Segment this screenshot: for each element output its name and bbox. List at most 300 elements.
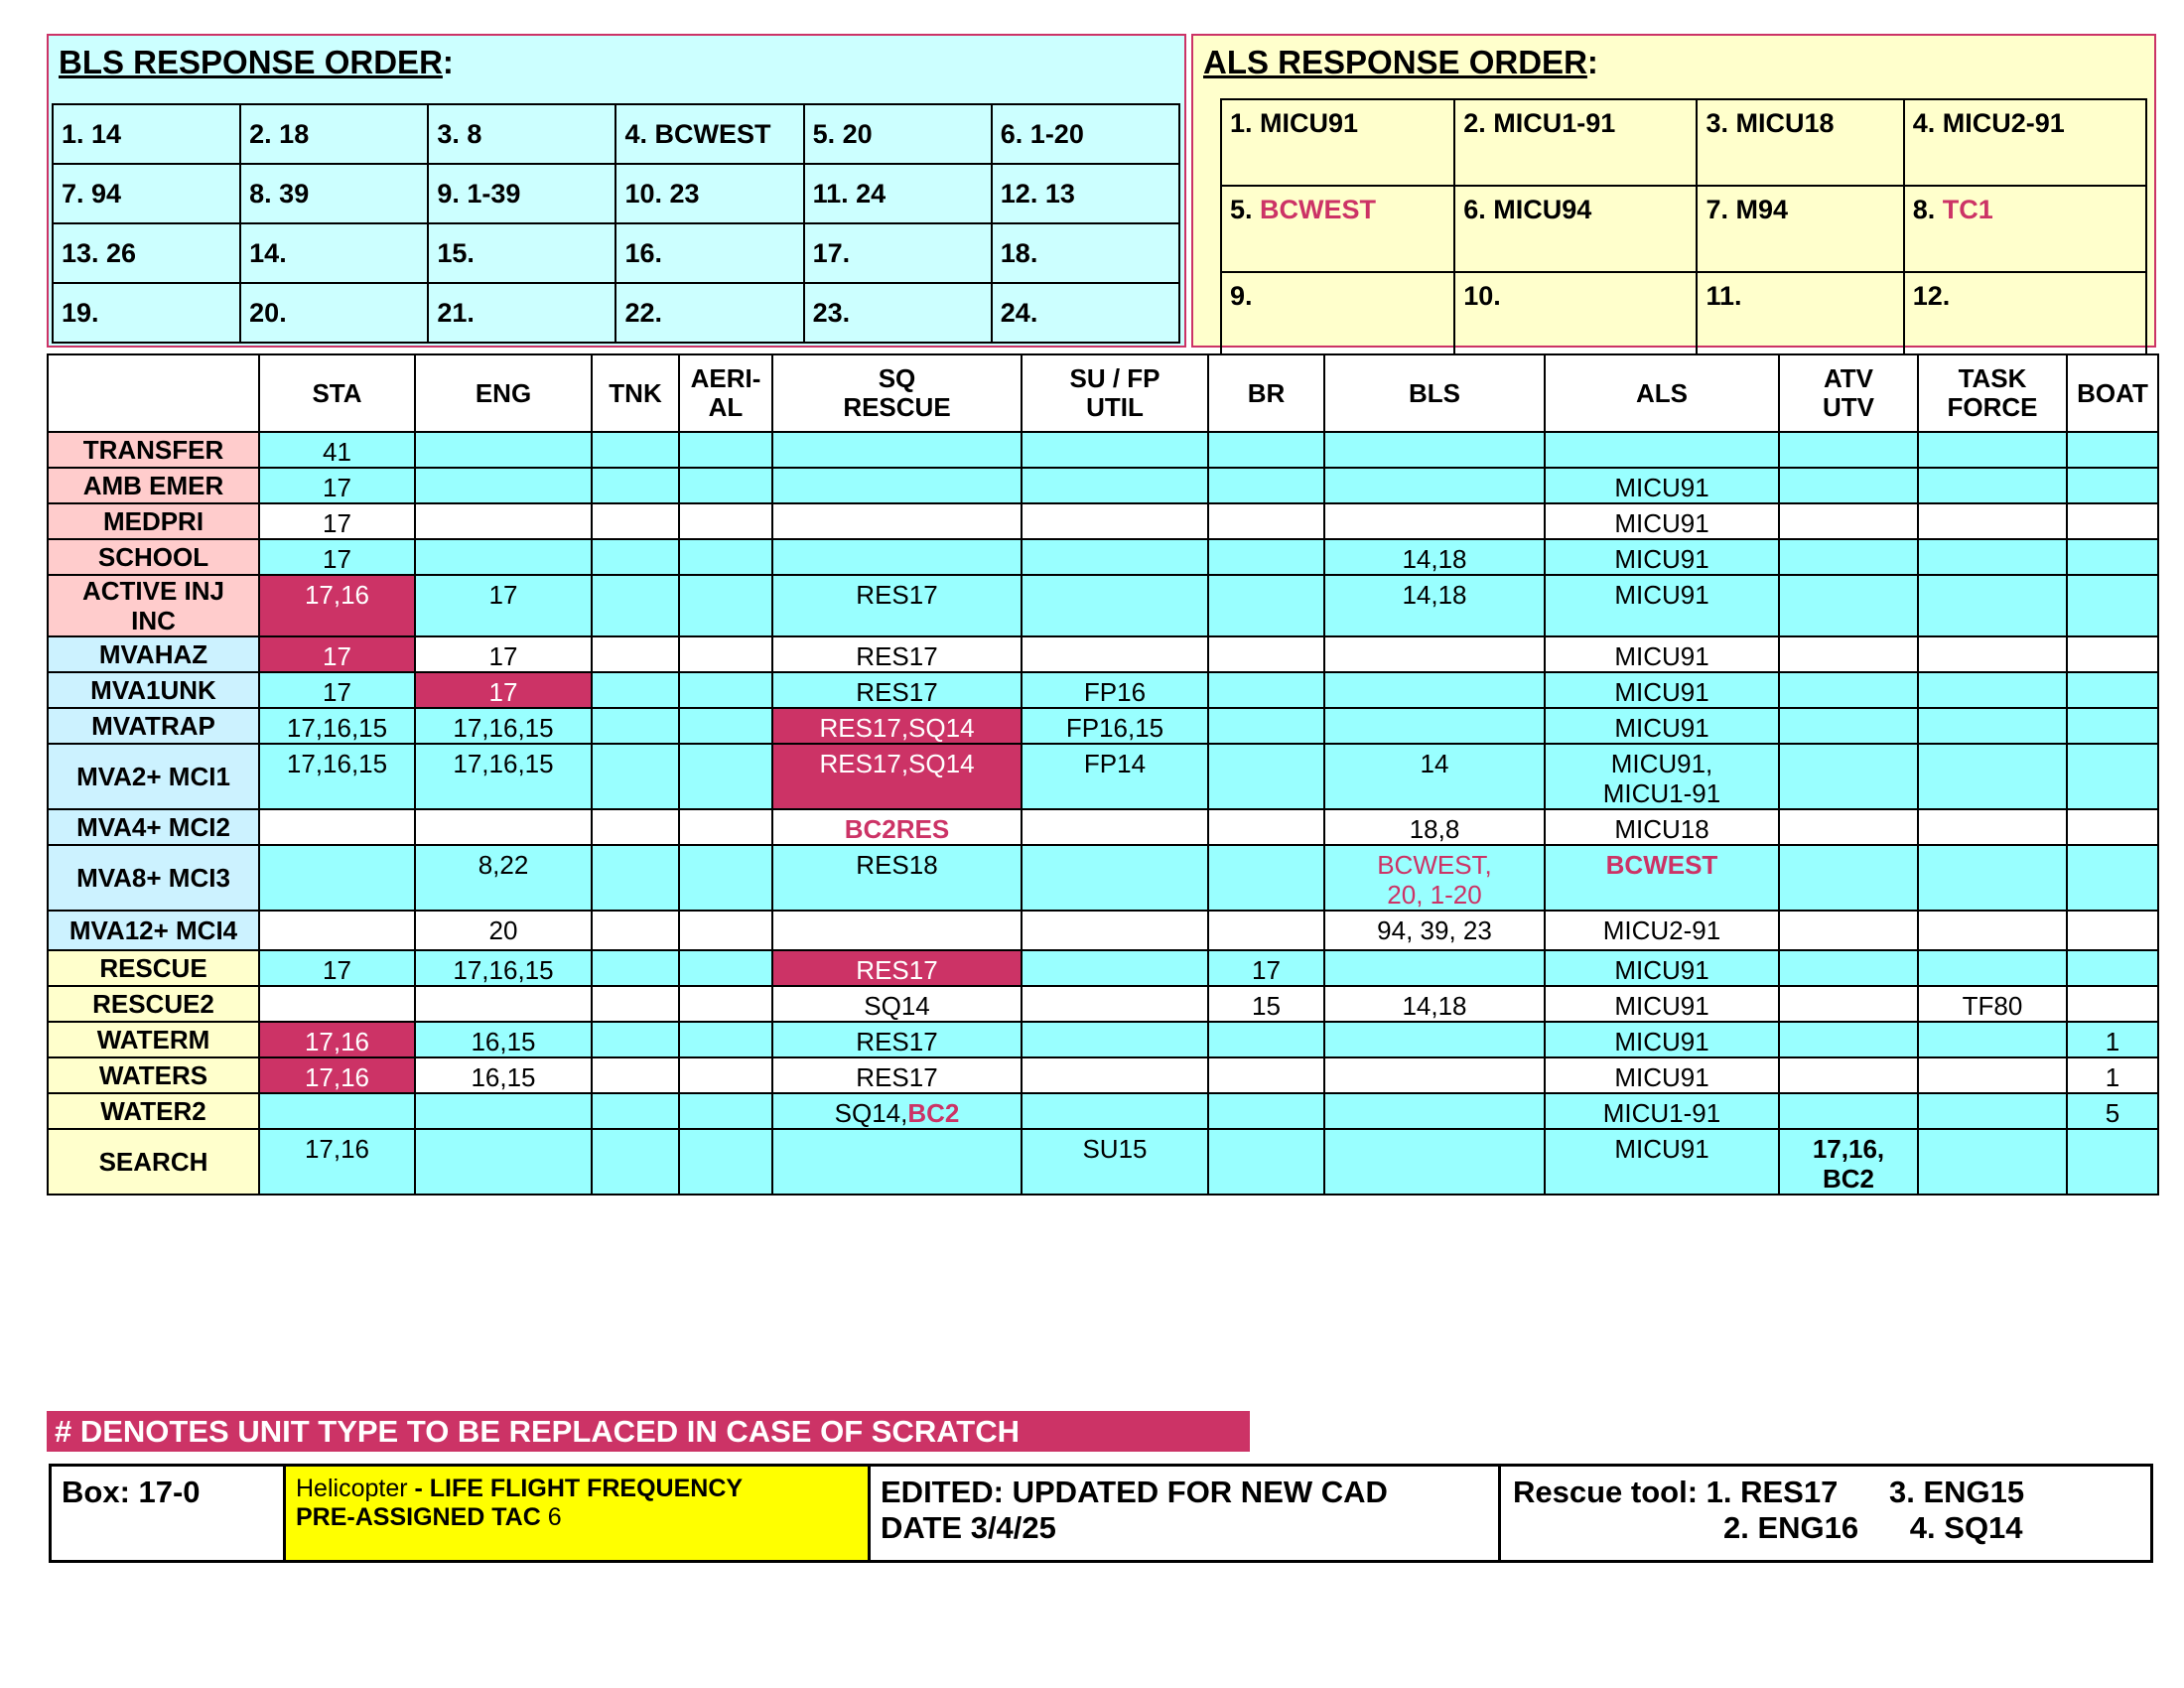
bls-order-cell: 18.	[992, 223, 1179, 283]
bls-order-cell: 8. 39	[240, 164, 428, 223]
row-label: ACTIVE INJ INC	[48, 575, 259, 636]
grid-cell	[679, 708, 772, 744]
grid-cell	[1918, 845, 2067, 911]
grid-cell: 17,16,15	[259, 744, 415, 809]
grid-cell	[1779, 1022, 1918, 1057]
grid-cell: 16,15	[415, 1057, 592, 1093]
grid-cell	[1324, 1022, 1545, 1057]
als-order-unit: MICU94	[1493, 195, 1592, 224]
grid-cell	[1324, 1129, 1545, 1195]
grid-cell: 18,8	[1324, 809, 1545, 845]
grid-cell	[592, 1022, 679, 1057]
bls-order-cell: 15.	[428, 223, 615, 283]
grid-cell: 94, 39, 23	[1324, 911, 1545, 950]
bls-title: BLS RESPONSE ORDER:	[59, 44, 454, 80]
column-header	[48, 354, 259, 432]
column-header: TNK	[592, 354, 679, 432]
als-order-number: 5.	[1230, 195, 1253, 224]
grid-cell	[679, 672, 772, 708]
grid-cell: 17	[415, 636, 592, 672]
grid-row	[48, 845, 2158, 911]
grid-cell	[2067, 911, 2158, 950]
grid-row	[48, 986, 2158, 1022]
grid-cell	[415, 1093, 592, 1129]
grid-cell	[1208, 468, 1324, 503]
grid-cell: 17	[259, 539, 415, 575]
heli-frequency: - LIFE FLIGHT FREQUENCY	[407, 1475, 744, 1502]
als-order-number: 4.	[1912, 108, 1936, 138]
grid-cell	[1779, 1093, 1918, 1129]
grid-cell	[1324, 672, 1545, 708]
grid-cell	[772, 539, 1022, 575]
grid-row	[48, 809, 2158, 845]
column-header: SU / FP UTIL	[1022, 354, 1208, 432]
grid-cell: 14,18	[1324, 986, 1545, 1022]
grid-cell	[415, 503, 592, 539]
grid-cell	[1918, 636, 2067, 672]
column-header: STA	[259, 354, 415, 432]
row-label: TRANSFER	[48, 432, 259, 468]
grid-cell	[1779, 950, 1918, 986]
als-order-cell	[1904, 99, 2146, 186]
grid-cell	[1779, 636, 1918, 672]
edit-note	[871, 1467, 1501, 1560]
grid-cell: RES17	[772, 672, 1022, 708]
bls-order-cell: 12. 13	[992, 164, 1179, 223]
grid-cell	[2067, 468, 2158, 503]
grid-cell: 16,15	[415, 1022, 592, 1057]
grid-cell	[415, 1129, 592, 1195]
column-header: SQ RESCUE	[772, 354, 1022, 432]
bls-order-cell: 10. 23	[615, 164, 803, 223]
grid-cell	[2067, 575, 2158, 636]
grid-cell	[1918, 1057, 2067, 1093]
row-label: MVA1UNK	[48, 672, 259, 708]
grid-cell: BC2RES	[772, 809, 1022, 845]
grid-cell	[415, 432, 592, 468]
grid-cell: 41	[259, 432, 415, 468]
grid-cell	[1918, 744, 2067, 809]
grid-cell: RES17	[772, 575, 1022, 636]
grid-cell	[1918, 539, 2067, 575]
grid-cell	[1779, 911, 1918, 950]
als-order-number: 6.	[1463, 195, 1486, 224]
grid-cell	[592, 1093, 679, 1129]
grid-row	[48, 1057, 2158, 1093]
heli-tac-number: 6	[540, 1503, 562, 1531]
grid-cell: 1	[2067, 1022, 2158, 1057]
grid-cell	[1022, 1022, 1208, 1057]
bls-order-cell: 5. 20	[804, 104, 992, 164]
grid-cell	[772, 1129, 1022, 1195]
grid-cell	[1918, 911, 2067, 950]
grid-cell	[772, 432, 1022, 468]
grid-cell: 17,16	[259, 1022, 415, 1057]
bls-row	[53, 223, 1179, 283]
grid-cell	[1022, 575, 1208, 636]
grid-cell: 17	[415, 575, 592, 636]
bls-order-cell: 6. 1-20	[992, 104, 1179, 164]
grid-cell	[1022, 503, 1208, 539]
row-label: MEDPRI	[48, 503, 259, 539]
grid-cell	[592, 708, 679, 744]
als-order-unit: MICU91	[1260, 108, 1359, 138]
grid-cell: 17	[259, 468, 415, 503]
grid-cell: 5	[2067, 1093, 2158, 1129]
grid-cell	[592, 636, 679, 672]
als-order-cell	[1904, 186, 2146, 272]
als-order-cell	[1904, 272, 2146, 358]
grid-cell	[592, 1057, 679, 1093]
grid-cell	[415, 539, 592, 575]
grid-row	[48, 636, 2158, 672]
als-order-number: 1.	[1230, 108, 1253, 138]
grid-row	[48, 539, 2158, 575]
grid-row	[48, 503, 2158, 539]
bls-order-cell: 21.	[428, 283, 615, 343]
grid-row	[48, 575, 2158, 636]
row-label: MVA12+ MCI4	[48, 911, 259, 950]
row-label: RESCUE2	[48, 986, 259, 1022]
grid-cell	[1022, 539, 1208, 575]
bls-order-cell: 23.	[804, 283, 992, 343]
als-order-number: 10.	[1463, 281, 1501, 311]
grid-cell	[259, 809, 415, 845]
grid-cell: 14,18	[1324, 575, 1545, 636]
grid-cell	[1779, 503, 1918, 539]
grid-row	[48, 432, 2158, 468]
grid-cell: MICU1-91	[1545, 1093, 1779, 1129]
als-order-cell	[1697, 99, 1903, 186]
grid-cell	[1208, 575, 1324, 636]
row-label: MVA4+ MCI2	[48, 809, 259, 845]
column-header: TASK FORCE	[1918, 354, 2067, 432]
grid-row	[48, 672, 2158, 708]
grid-row	[48, 911, 2158, 950]
grid-cell: RES17,SQ14	[772, 744, 1022, 809]
grid-row	[48, 1022, 2158, 1057]
bls-order-cell: 22.	[615, 283, 803, 343]
footer-bar	[49, 1464, 2153, 1563]
grid-cell: 17,16,15	[415, 950, 592, 986]
grid-cell	[772, 468, 1022, 503]
grid-cell: 17,16,15	[415, 744, 592, 809]
grid-cell	[2067, 636, 2158, 672]
unit-red-bold: BC2	[907, 1098, 960, 1128]
grid-cell	[1324, 432, 1545, 468]
grid-row	[48, 744, 2158, 809]
grid-cell	[1208, 1129, 1324, 1195]
grid-cell	[2067, 708, 2158, 744]
grid-header-row	[48, 354, 2158, 432]
grid-cell: SU15	[1022, 1129, 1208, 1195]
grid-cell: TF80	[1918, 986, 2067, 1022]
grid-cell	[259, 1093, 415, 1129]
grid-cell	[1208, 539, 1324, 575]
grid-cell: 17	[259, 503, 415, 539]
grid-cell	[679, 1093, 772, 1129]
grid-cell: MICU91	[1545, 1057, 1779, 1093]
grid-cell	[1208, 672, 1324, 708]
grid-cell	[1208, 911, 1324, 950]
als-order-number: 9.	[1230, 281, 1253, 311]
als-order-number: 11.	[1706, 281, 1742, 311]
bls-order-cell: 4. BCWEST	[615, 104, 803, 164]
grid-cell	[1779, 1057, 1918, 1093]
grid-row	[48, 708, 2158, 744]
als-order-number: 7.	[1706, 195, 1728, 224]
edit-date: DATE 3/4/25	[881, 1510, 1056, 1545]
grid-cell: 17,16	[259, 575, 415, 636]
bls-order-cell: 20.	[240, 283, 428, 343]
bls-order-cell: 7. 94	[53, 164, 240, 223]
bls-order-cell: 16.	[615, 223, 803, 283]
grid-cell: 17,16,15	[259, 708, 415, 744]
bls-order-cell: 19.	[53, 283, 240, 343]
grid-cell: 17,16	[259, 1057, 415, 1093]
grid-cell	[679, 744, 772, 809]
grid-cell	[1918, 672, 2067, 708]
grid-cell	[1779, 468, 1918, 503]
grid-cell: MICU91	[1545, 468, 1779, 503]
grid-cell	[1324, 468, 1545, 503]
als-order-number: 2.	[1463, 108, 1486, 138]
als-order-table	[1220, 98, 2147, 359]
als-order-cell	[1454, 99, 1697, 186]
grid-cell: MICU91	[1545, 503, 1779, 539]
grid-cell	[1022, 950, 1208, 986]
als-order-cell	[1221, 99, 1454, 186]
heli-label: Helicopter	[296, 1475, 408, 1502]
als-order-number: 8.	[1912, 195, 1936, 224]
grid-cell: BCWEST	[1545, 845, 1779, 911]
grid-cell	[592, 503, 679, 539]
als-order-cell	[1697, 272, 1903, 358]
grid-cell	[679, 432, 772, 468]
grid-cell	[592, 744, 679, 809]
grid-cell	[1779, 539, 1918, 575]
grid-cell	[592, 539, 679, 575]
grid-cell	[1208, 1093, 1324, 1129]
grid-cell	[1022, 986, 1208, 1022]
grid-cell	[1022, 468, 1208, 503]
grid-cell: RES17	[772, 1057, 1022, 1093]
als-order-cell	[1697, 186, 1903, 272]
grid-cell	[1918, 950, 2067, 986]
column-header: ENG	[415, 354, 592, 432]
grid-cell	[1779, 575, 1918, 636]
als-order-unit: TC1	[1942, 195, 1993, 224]
grid-cell	[1779, 432, 1918, 468]
grid-cell	[1918, 1022, 2067, 1057]
bls-order-cell: 24.	[992, 283, 1179, 343]
row-label: RESCUE	[48, 950, 259, 986]
grid-cell: 17	[259, 950, 415, 986]
grid-cell	[1208, 809, 1324, 845]
grid-cell: RES17,SQ14	[772, 708, 1022, 744]
grid-cell	[415, 809, 592, 845]
als-row	[1221, 272, 2146, 358]
grid-cell	[1324, 1057, 1545, 1093]
grid-cell	[679, 503, 772, 539]
grid-cell	[1918, 503, 2067, 539]
row-label: MVA8+ MCI3	[48, 845, 259, 911]
column-header: AERI- AL	[679, 354, 772, 432]
scratch-note-banner: # DENOTES UNIT TYPE TO BE REPLACED IN CASE OF SCRATCH	[47, 1411, 1250, 1452]
grid-cell	[592, 1129, 679, 1195]
row-label: MVATRAP	[48, 708, 259, 744]
response-assignment-grid	[47, 353, 2159, 1196]
row-label: AMB EMER	[48, 468, 259, 503]
grid-cell	[1324, 1093, 1545, 1129]
grid-cell	[2067, 845, 2158, 911]
grid-cell	[1545, 432, 1779, 468]
grid-cell: MICU91	[1545, 950, 1779, 986]
rescue-tool-line-1: Rescue tool: 1. RES17 3. ENG15	[1513, 1475, 2025, 1509]
grid-cell	[1918, 708, 2067, 744]
grid-cell: RES17	[772, 950, 1022, 986]
grid-cell: MICU91	[1545, 539, 1779, 575]
grid-cell	[772, 911, 1022, 950]
row-label: SCHOOL	[48, 539, 259, 575]
grid-cell: MICU91, MICU1-91	[1545, 744, 1779, 809]
grid-cell	[679, 911, 772, 950]
box-number: Box: 17-0	[52, 1467, 286, 1560]
bls-order-cell: 3. 8	[428, 104, 615, 164]
als-title: ALS RESPONSE ORDER:	[1203, 44, 1598, 80]
grid-cell: MICU91	[1545, 636, 1779, 672]
grid-cell	[2067, 672, 2158, 708]
grid-cell	[1324, 636, 1545, 672]
grid-cell	[1324, 503, 1545, 539]
grid-cell	[1918, 432, 2067, 468]
grid-cell: MICU2-91	[1545, 911, 1779, 950]
grid-cell	[1918, 1093, 2067, 1129]
bls-row	[53, 104, 1179, 164]
column-header: ATV UTV	[1779, 354, 1918, 432]
grid-cell	[1918, 809, 2067, 845]
als-order-number: 12.	[1912, 281, 1951, 311]
bls-order-cell: 14.	[240, 223, 428, 283]
grid-cell	[1022, 911, 1208, 950]
grid-cell: MICU91	[1545, 708, 1779, 744]
als-row	[1221, 99, 2146, 186]
als-order-unit: BCWEST	[1260, 195, 1377, 224]
grid-row	[48, 468, 2158, 503]
als-order-unit: MICU2-91	[1942, 108, 2065, 138]
als-order-cell	[1221, 186, 1454, 272]
grid-cell	[592, 911, 679, 950]
grid-row	[48, 1129, 2158, 1195]
grid-cell	[259, 911, 415, 950]
grid-cell	[1208, 845, 1324, 911]
grid-cell	[2067, 432, 2158, 468]
grid-cell	[2067, 744, 2158, 809]
grid-cell	[1022, 432, 1208, 468]
bls-response-order-panel	[47, 34, 1186, 348]
grid-cell	[1918, 575, 2067, 636]
grid-cell: 14	[1324, 744, 1545, 809]
grid-cell: 17,16	[259, 1129, 415, 1195]
grid-cell	[1779, 744, 1918, 809]
grid-cell	[772, 503, 1022, 539]
rescue-tool-list	[1503, 1467, 2150, 1560]
grid-cell: MICU91	[1545, 1022, 1779, 1057]
grid-cell	[1779, 809, 1918, 845]
grid-cell	[592, 575, 679, 636]
grid-cell	[1022, 845, 1208, 911]
als-order-unit: MICU18	[1735, 108, 1835, 138]
row-label: WATERM	[48, 1022, 259, 1057]
grid-cell	[679, 1057, 772, 1093]
grid-cell: SQ14	[772, 986, 1022, 1022]
grid-cell: SQ14,BC2	[772, 1093, 1022, 1129]
column-header: BOAT	[2067, 354, 2158, 432]
bls-order-cell: 13. 26	[53, 223, 240, 283]
grid-cell	[679, 986, 772, 1022]
grid-cell	[592, 468, 679, 503]
als-order-unit: MICU1-91	[1493, 108, 1616, 138]
grid-cell	[679, 950, 772, 986]
grid-cell: 17,16,15	[415, 708, 592, 744]
grid-cell	[1022, 636, 1208, 672]
grid-cell	[592, 950, 679, 986]
grid-cell	[1779, 672, 1918, 708]
grid-cell	[1208, 1057, 1324, 1093]
grid-cell	[1208, 1022, 1324, 1057]
row-label: MVA2+ MCI1	[48, 744, 259, 809]
grid-cell: 17	[1208, 950, 1324, 986]
grid-cell	[2067, 986, 2158, 1022]
grid-cell	[592, 845, 679, 911]
grid-cell	[679, 809, 772, 845]
grid-cell	[679, 575, 772, 636]
bls-order-table	[52, 103, 1180, 344]
row-label: WATER2	[48, 1093, 259, 1129]
grid-cell	[1208, 636, 1324, 672]
grid-cell	[1324, 950, 1545, 986]
grid-cell	[679, 468, 772, 503]
als-order-unit: M94	[1735, 195, 1789, 224]
row-label: WATERS	[48, 1057, 259, 1093]
column-header: BLS	[1324, 354, 1545, 432]
bls-order-cell: 2. 18	[240, 104, 428, 164]
grid-cell	[592, 432, 679, 468]
row-label: MVAHAZ	[48, 636, 259, 672]
grid-cell: RES18	[772, 845, 1022, 911]
grid-cell: BCWEST, 20, 1-20	[1324, 845, 1545, 911]
grid-cell: 17	[415, 672, 592, 708]
grid-cell: MICU91	[1545, 1129, 1779, 1195]
grid-cell	[679, 539, 772, 575]
grid-cell: 15	[1208, 986, 1324, 1022]
grid-row	[48, 950, 2158, 986]
heli-tac-label: PRE-ASSIGNED TAC	[296, 1503, 541, 1531]
grid-cell	[1324, 708, 1545, 744]
grid-cell	[259, 986, 415, 1022]
grid-cell	[1208, 744, 1324, 809]
bls-order-cell: 9. 1-39	[428, 164, 615, 223]
column-header: BR	[1208, 354, 1324, 432]
grid-cell	[592, 809, 679, 845]
grid-cell	[2067, 1129, 2158, 1195]
grid-cell	[1779, 845, 1918, 911]
grid-cell	[415, 986, 592, 1022]
grid-cell	[679, 1022, 772, 1057]
grid-cell	[259, 845, 415, 911]
bls-row	[53, 283, 1179, 343]
grid-cell	[2067, 809, 2158, 845]
